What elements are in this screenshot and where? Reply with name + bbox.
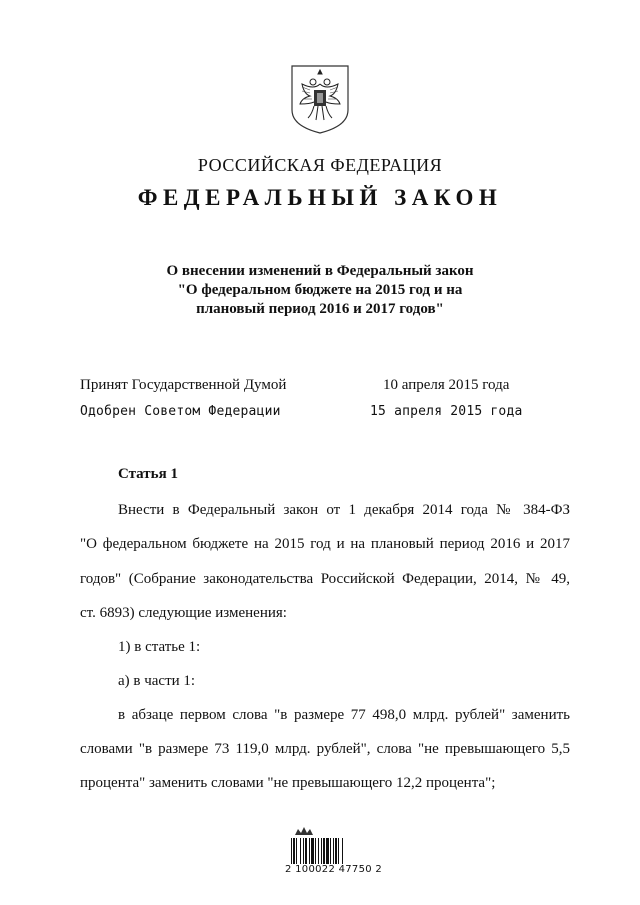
law-title-line: "О федеральном бюджете на 2015 год и на: [177, 282, 463, 298]
article-title: Статья 1: [118, 466, 178, 482]
paragraph-line: Внести в Федеральный закон от 1 декабря 2014 года № 384-ФЗ: [118, 502, 570, 518]
paragraph-line: словами "в размере 73 119,0 млрд. рублей", слова "не превышающего 5,5: [80, 741, 570, 757]
paragraph-line: ст. 6893) следующие изменения:: [80, 605, 287, 621]
law-title: [0, 262, 640, 319]
paragraph-line: 1) в статье 1:: [118, 639, 201, 655]
crown-mark-icon: [293, 826, 315, 836]
barcode-icon: [291, 838, 367, 864]
barcode-number: 2 100022 47750 2: [285, 864, 383, 875]
duma-adoption-date: 10 апреля 2015 года: [383, 377, 510, 393]
country-name: РОССИЙСКАЯ ФЕДЕРАЦИЯ: [197, 155, 443, 175]
duma-adoption-label: Принят Государственной Думой: [80, 377, 287, 393]
coat-of-arms-icon: [288, 62, 352, 136]
council-approval-date: 15 апреля 2015 года: [370, 404, 523, 419]
paragraph-line: в абзаце первом слова "в размере 77 498,0 млрд. рублей" заменить: [118, 707, 570, 723]
paragraph-line: а) в части 1:: [118, 673, 196, 689]
law-title-line: О внесении изменений в Федеральный закон: [166, 263, 474, 279]
paragraph-line: годов" (Собрание законодательства Российской Федерации, 2014, № 49,: [80, 571, 570, 587]
paragraph-line: "О федеральном бюджете на 2015 год и на плановый период 2016 и 2017: [80, 536, 570, 552]
document-type: ФЕДЕРАЛЬНЫЙ ЗАКОН: [137, 185, 503, 210]
council-approval-label: Одобрен Советом Федерации: [80, 404, 281, 419]
law-title-line: плановый период 2016 и 2017 годов": [196, 301, 444, 317]
paragraph-line: процента" заменить словами "не превышающего 12,2 процента";: [80, 775, 496, 791]
